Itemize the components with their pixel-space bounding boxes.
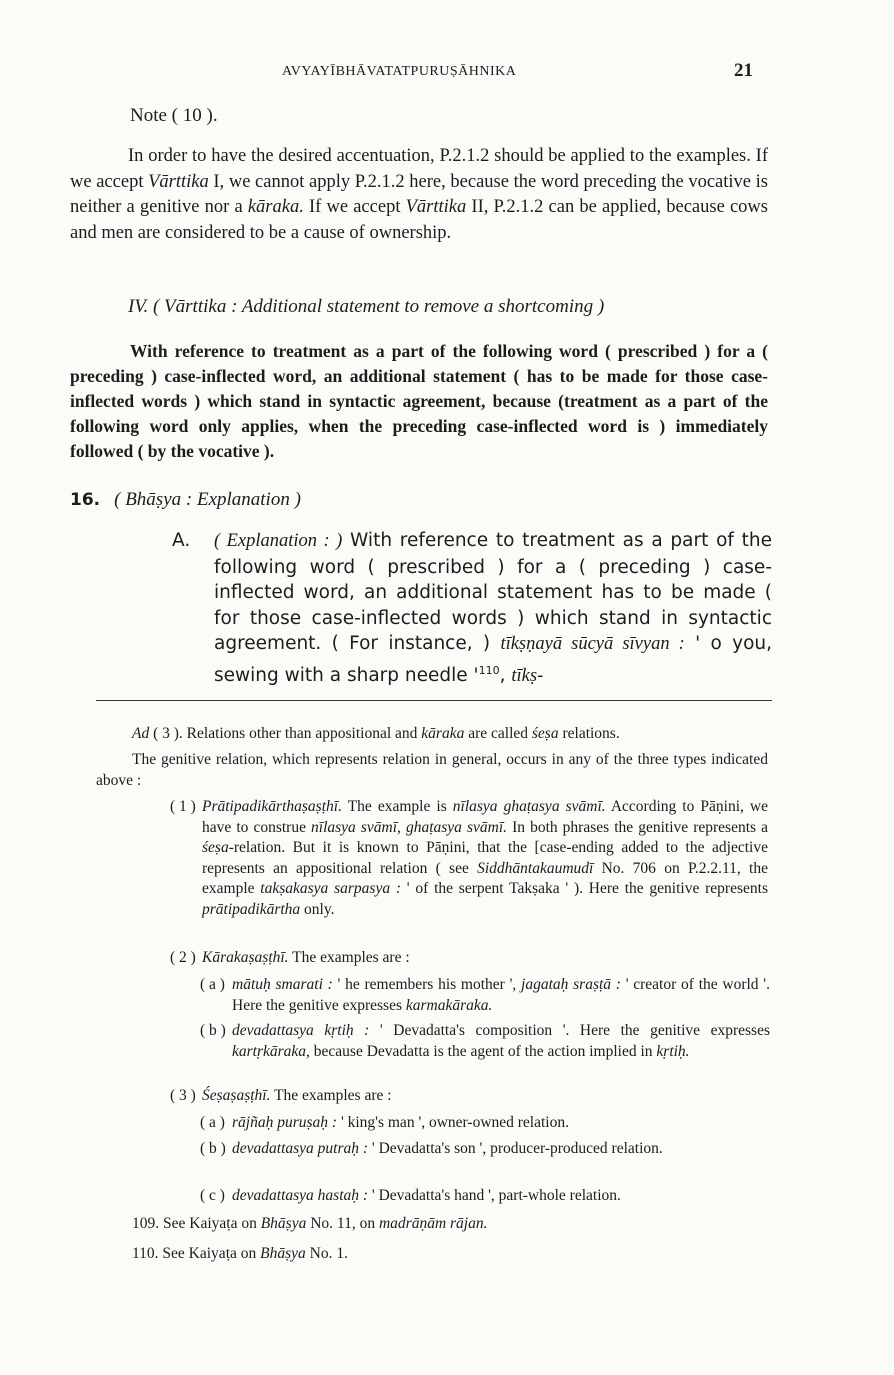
footnote-item-2: ( 2 ) Kārakaṣaṣṭhī. The examples are : bbox=[170, 949, 410, 966]
footnote-item-2b: ( b ) devadattasya kṛtiḥ : ' Devadatta's composition '. Here the genitive expresses kartṛkāraka, because Devadatta is the agent of the action implied in kṛtiḥ. bbox=[200, 1022, 770, 1060]
footnote-109: 109. See Kaiyaṭa on Bhāṣya No. 11, on madrāṇām rājan. bbox=[132, 1215, 488, 1232]
footnote-divider bbox=[96, 700, 772, 701]
footnote-110: 110. See Kaiyaṭa on Bhāṣya No. 1. bbox=[132, 1245, 348, 1262]
footnote-ref-110: 110 bbox=[478, 663, 500, 677]
footnote-item-3a: ( a ) rājñaḥ puruṣaḥ : ' king's man ', owner-owned relation. bbox=[200, 1114, 569, 1131]
footnote-ad-3: Ad ( 3 ). Relations other than appositional and kāraka are called śeṣa relations. bbox=[132, 725, 620, 742]
running-title: AVYAYĪBHĀVATATPURUṢĀHNIKA bbox=[282, 64, 517, 79]
page-number: 21 bbox=[734, 60, 753, 81]
paragraph-a: A. ( Explanation : ) With reference to treatment as a part of the following word ( prescribed ) for a ( preceding ) case-inflected word, an additional statement has to be made ( for those case-inflected words ) which stand in syntactic agreement. ( For instance, ) tīkṣṇayā sūcyā sīvyan : ' o you, sewing with a sharp needle '$^{110}$, tīkṣ- bbox=[172, 530, 772, 686]
section-16-heading bbox=[70, 489, 301, 511]
note-label: Note ( 10 ). bbox=[130, 105, 218, 126]
footnote-item-3: ( 3 ) Śeṣaṣaṣṭhī. The examples are : bbox=[170, 1087, 392, 1104]
footnote-item-1: ( 1 ) Prātipadikārthaṣaṣṭhī. The example is nīlasya ghaṭasya svāmī. According to Pāṇini, we have to construe nīlasya svāmī, ghaṭasya svāmī. In both phrases the genitive represents a śeṣa-relation. But it is known to Pāṇini, that the [case-ending added to the adjective represents an appositional relation ( see Siddhāntakaumudī No. 706 on P.2.2.11, the example takṣakasya sarpasya : ' of the serpent Takṣaka ' ). Here the genitive represents prātipadikārtha only. bbox=[170, 798, 769, 918]
section-title: ( Bhāṣya : Explanation ) bbox=[114, 489, 301, 510]
footnote-item-3b: ( b ) devadattasya putraḥ : ' Devadatta's son ', producer-produced relation. bbox=[200, 1140, 663, 1157]
section-heading-iv: IV. ( Vārttika : Additional statement to remove a shortcoming ) bbox=[128, 296, 605, 317]
paragraph-accentuation: In order to have the desired accentuation, P.2.1.2 should be applied to the examples. If we accept Vārttika I, we cannot apply P.2.1.2 here, because the word preceding the vocative is neither a genitive nor a kāraka. If we accept Vārttika II, P.2.1.2 can be applied, because cows and men are considered to be a cause of ownership. bbox=[70, 146, 768, 243]
paragraph-label: A. bbox=[172, 530, 191, 551]
varttika-statement: With reference to treatment as a part of the following word ( prescribed ) for a ( preceding ) case-inflected word, an additional statement ( has to be made for those case-inflected words ) which stand in syntactic agreement, because (treatment as a part of the following word only applies, when the preceding case-inflected word is ) immediately followed ( by the vocative ). bbox=[70, 341, 768, 461]
page-header bbox=[0, 60, 894, 90]
footnote-item-2a: ( a ) mātuḥ smarati : ' he remembers his mother ', jagataḥ sraṣṭā : ' creator of the world '. Here the genitive expresses karmakāraka. bbox=[200, 976, 770, 1014]
footnote-item-3c: ( c ) devadattasya hastaḥ : ' Devadatta's hand ', part-whole relation. bbox=[200, 1187, 621, 1204]
footnote-genitive-intro: The genitive relation, which represents relation in general, occurs in any of the three types indicated above : bbox=[96, 751, 768, 789]
section-number: 16. bbox=[70, 490, 101, 510]
